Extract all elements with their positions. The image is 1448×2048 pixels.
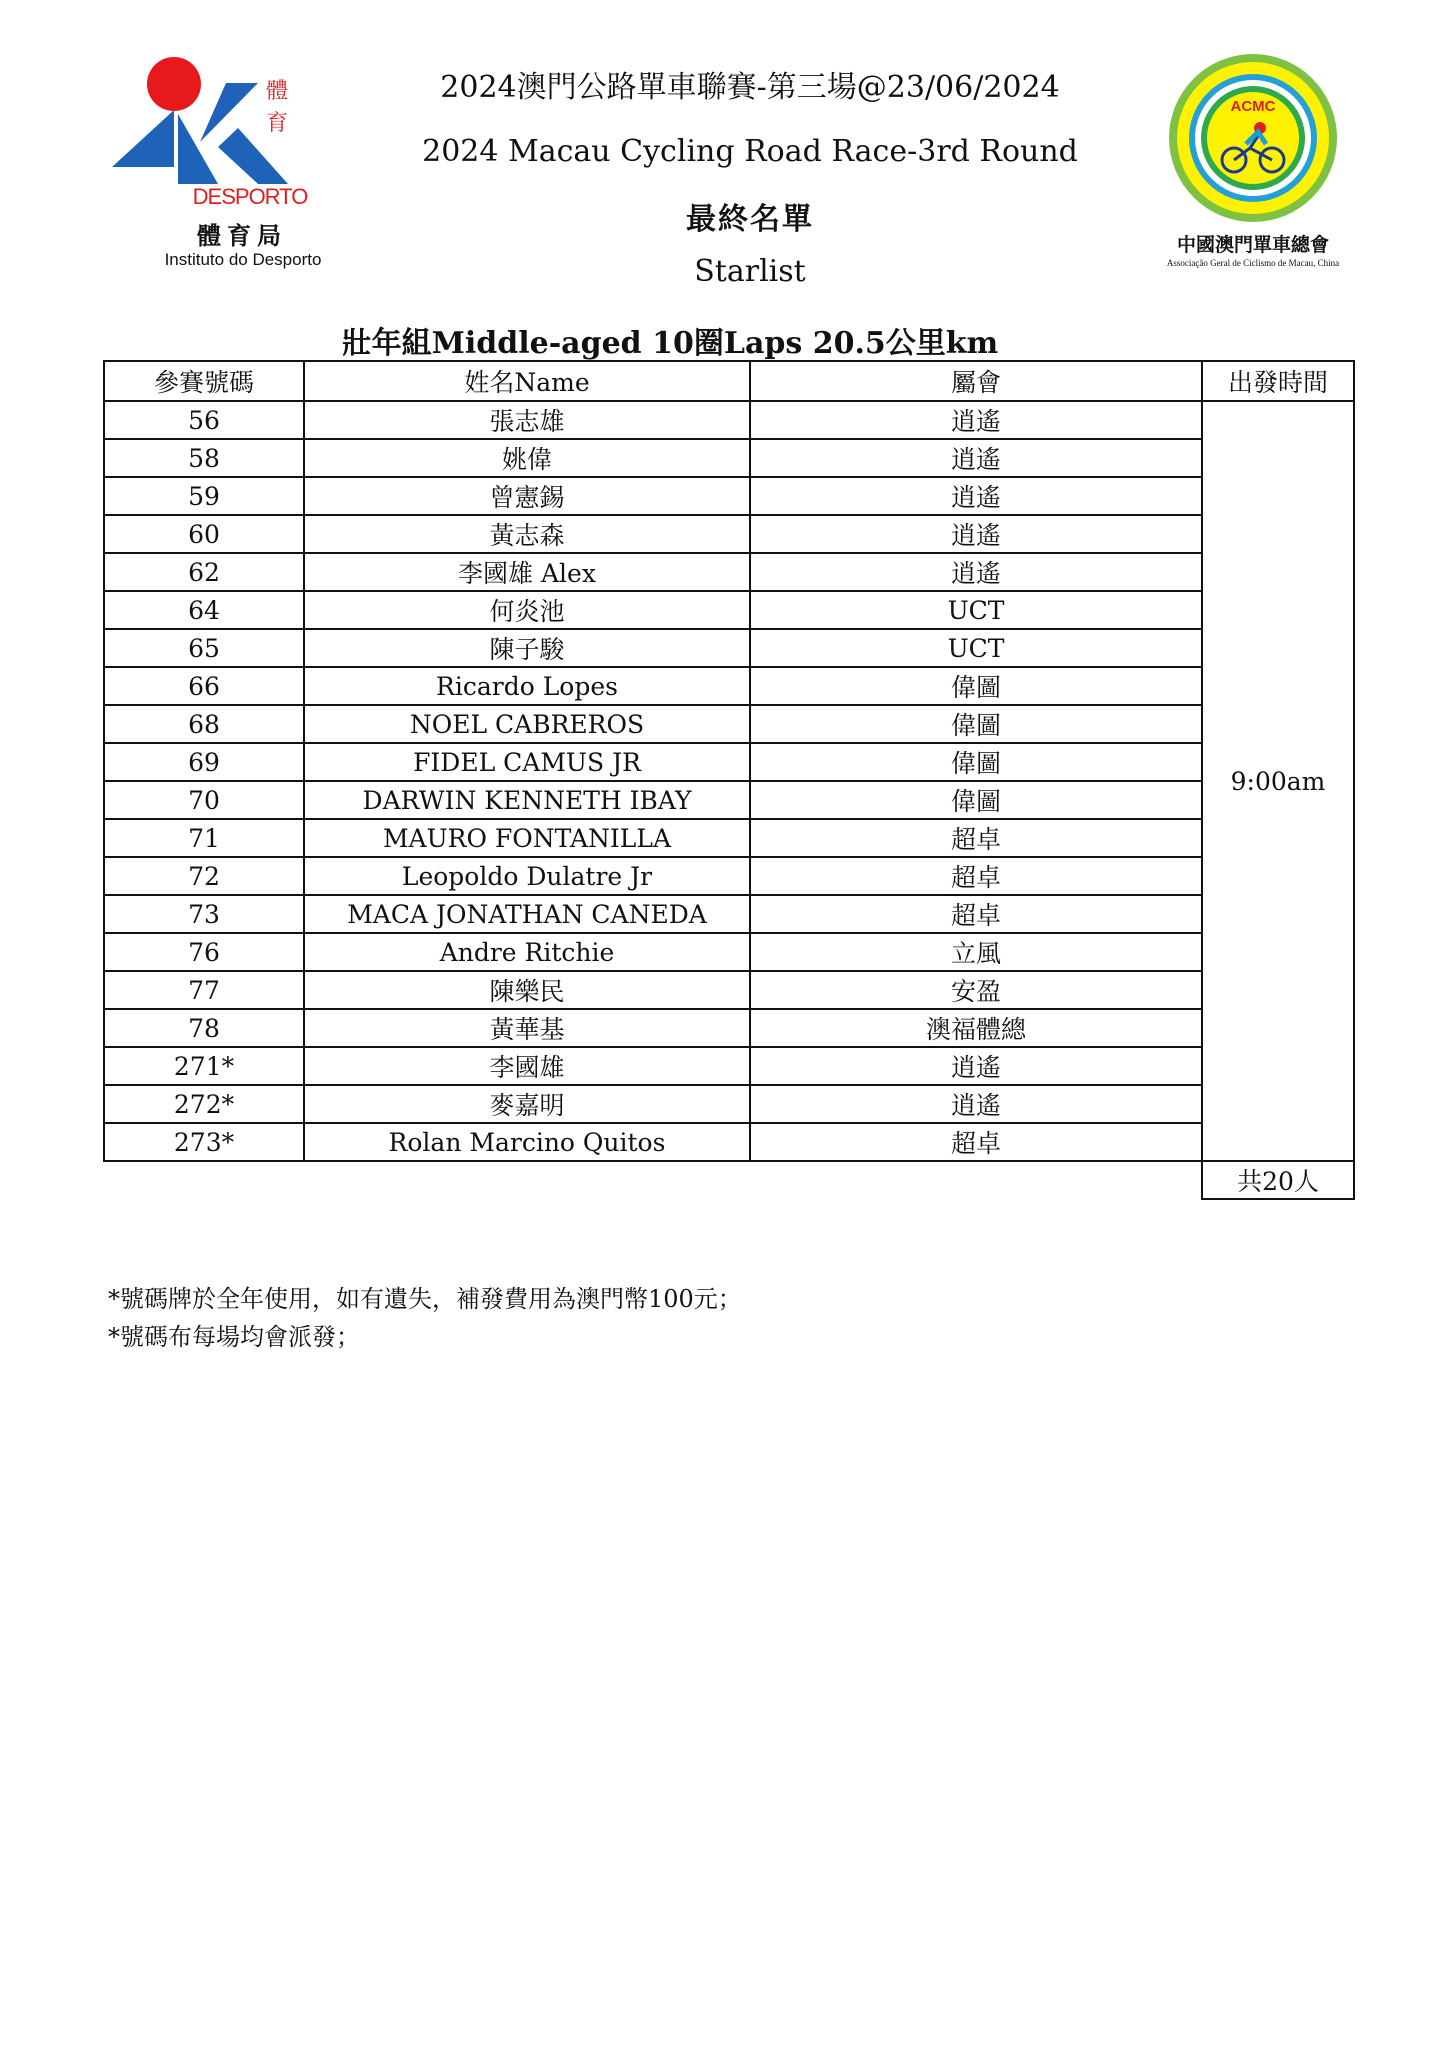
cell-name: 曾憲錫	[304, 477, 750, 515]
table-row	[104, 1009, 1354, 1047]
cell-number: 69	[104, 743, 304, 781]
blank-cell	[304, 1161, 750, 1199]
table-row	[104, 1123, 1354, 1161]
cell-name: NOEL CABREROS	[304, 705, 750, 743]
cell-number: 62	[104, 553, 304, 591]
cell-number: 56	[104, 401, 304, 439]
cell-club: 逍遙	[750, 1047, 1202, 1085]
table-row	[104, 591, 1354, 629]
acmc-cyclist-emblem-icon	[1138, 52, 1368, 228]
title-cn: 2024澳門公路單車聯賽-第三場@23/06/2024	[440, 70, 1060, 105]
table-row	[104, 819, 1354, 857]
cell-name: 張志雄	[304, 401, 750, 439]
cell-club: UCT	[750, 629, 1202, 667]
cell-club: 超卓	[750, 819, 1202, 857]
cell-number: 68	[104, 705, 304, 743]
cell-club: 偉圖	[750, 743, 1202, 781]
table-row	[104, 515, 1354, 553]
cell-name: Andre Ritchie	[304, 933, 750, 971]
cell-number: 60	[104, 515, 304, 553]
subtitle-en: Starlist	[694, 254, 806, 289]
cell-number: 273*	[104, 1123, 304, 1161]
blank-cell	[750, 1161, 1202, 1199]
cell-club: 偉圖	[750, 781, 1202, 819]
acmc-badge-text: ACMC	[1230, 98, 1276, 115]
table-row	[104, 1047, 1354, 1085]
cell-club: 逍遙	[750, 477, 1202, 515]
col-header-name: 姓名Name	[304, 361, 750, 401]
cell-number: 73	[104, 895, 304, 933]
cell-number: 58	[104, 439, 304, 477]
cell-club: 逍遙	[750, 401, 1202, 439]
blank-cell	[104, 1161, 304, 1199]
cell-number: 59	[104, 477, 304, 515]
cell-number: 272*	[104, 1085, 304, 1123]
desporto-name-pt: Instituto do Desporto	[164, 250, 322, 269]
cell-number: 76	[104, 933, 304, 971]
note-item: *號碼布每場均會派發；	[108, 1323, 360, 1351]
cell-name: 何炎池	[304, 591, 750, 629]
cell-total: 共20人	[1202, 1161, 1354, 1199]
cell-club: 超卓	[750, 857, 1202, 895]
table-body	[104, 401, 1354, 1199]
total-row	[104, 1161, 1354, 1199]
cell-name: Rolan Marcino Quitos	[304, 1123, 750, 1161]
table-row	[104, 857, 1354, 895]
desporto-vertical-text: 體育	[266, 79, 289, 136]
cell-club: UCT	[750, 591, 1202, 629]
cell-name: 黃志森	[304, 515, 750, 553]
cell-name: 黃華基	[304, 1009, 750, 1047]
col-header-club: 屬會	[750, 361, 1202, 401]
cell-number: 65	[104, 629, 304, 667]
cell-club: 立風	[750, 933, 1202, 971]
cell-club: 澳福體總	[750, 1009, 1202, 1047]
cell-start-time: 9:00am	[1202, 401, 1354, 1161]
cell-name: MACA JONATHAN CANEDA	[304, 895, 750, 933]
table-row	[104, 781, 1354, 819]
cell-number: 70	[104, 781, 304, 819]
table-row	[104, 1085, 1354, 1123]
col-header-start-time: 出發時間	[1202, 361, 1354, 401]
desporto-brand-text: DESPORTO	[192, 184, 308, 209]
cell-number: 66	[104, 667, 304, 705]
table-row	[104, 667, 1354, 705]
notes	[108, 1280, 742, 1356]
starlist-table	[103, 360, 1355, 1200]
cell-name: 李國雄 Alex	[304, 553, 750, 591]
cell-number: 72	[104, 857, 304, 895]
col-header-number: 參賽號碼	[104, 361, 304, 401]
cell-name: 麥嘉明	[304, 1085, 750, 1123]
table-row	[104, 401, 1354, 439]
table-row	[104, 743, 1354, 781]
cell-club: 偉圖	[750, 705, 1202, 743]
table-row	[104, 933, 1354, 971]
title-en: 2024 Macau Cycling Road Race-3rd Round	[422, 134, 1078, 169]
cell-club: 超卓	[750, 1123, 1202, 1161]
cell-club: 逍遙	[750, 1085, 1202, 1123]
acmc-name-pt: Associação Geral de Ciclismo de Macau, China	[1166, 258, 1340, 268]
cell-name: Leopoldo Dulatre Jr	[304, 857, 750, 895]
table-row	[104, 439, 1354, 477]
cell-club: 超卓	[750, 895, 1202, 933]
table-row	[104, 971, 1354, 1009]
acmc-logo	[1138, 52, 1368, 282]
cell-name: DARWIN KENNETH IBAY	[304, 781, 750, 819]
cell-club: 逍遙	[750, 439, 1202, 477]
subtitle-cn: 最終名單	[686, 202, 814, 237]
cell-name: 姚偉	[304, 439, 750, 477]
cell-number: 64	[104, 591, 304, 629]
cell-name: 陳樂民	[304, 971, 750, 1009]
table-header-row	[104, 361, 1354, 401]
cell-number: 71	[104, 819, 304, 857]
cell-name: MAURO FONTANILLA	[304, 819, 750, 857]
cell-name: 李國雄	[304, 1047, 750, 1085]
cell-name: Ricardo Lopes	[304, 667, 750, 705]
table-row	[104, 895, 1354, 933]
group-title: 壯年組Middle-aged 10圈Laps 20.5公里km	[341, 326, 999, 361]
cell-number: 78	[104, 1009, 304, 1047]
desporto-name-cn: 體育局	[197, 222, 287, 250]
cell-number: 77	[104, 971, 304, 1009]
cell-club: 逍遙	[750, 515, 1202, 553]
cell-name: FIDEL CAMUS JR	[304, 743, 750, 781]
desporto-logo	[108, 52, 322, 282]
cell-club: 安盈	[750, 971, 1202, 1009]
table-row	[104, 629, 1354, 667]
cell-number: 271*	[104, 1047, 304, 1085]
table-row	[104, 477, 1354, 515]
cell-name: 陳子駿	[304, 629, 750, 667]
cell-club: 偉圖	[750, 667, 1202, 705]
table-row	[104, 705, 1354, 743]
table-row	[104, 553, 1354, 591]
acmc-name-cn: 中國澳門單車總會	[1176, 234, 1329, 256]
cell-club: 逍遙	[750, 553, 1202, 591]
note-item: *號碼牌於全年使用，如有遺失，補發費用為澳門幣100元；	[108, 1285, 742, 1313]
